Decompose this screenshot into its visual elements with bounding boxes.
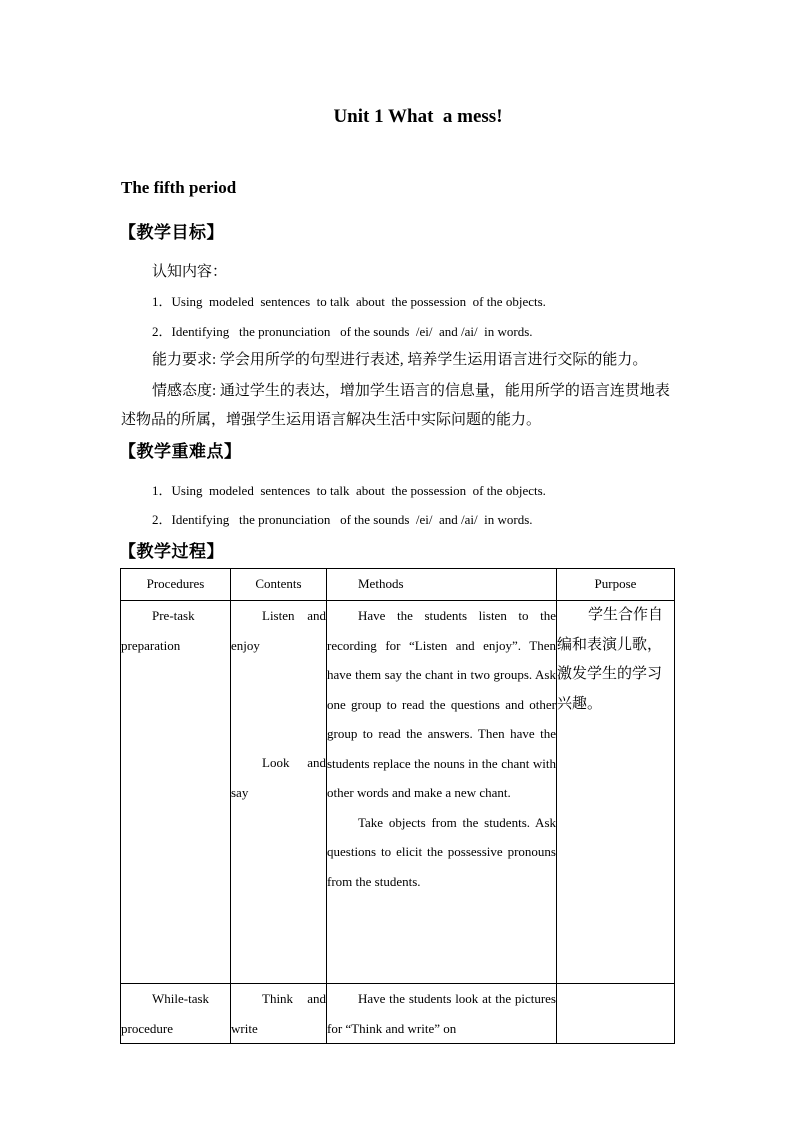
- method-paragraph: Have the students listen to the recording for “Listen and enjoy”. Then have them say the chant in two groups. Ask one group to read the questions and other group to read the answers. Then have the students replace the nouns in the chant with other words and make a new chant.: [327, 608, 556, 800]
- header-methods: Methods: [327, 569, 557, 601]
- method-paragraph: Have the students look at the pictures for “Think and write” on: [327, 991, 556, 1036]
- methods-cell: [327, 601, 557, 984]
- content-item: Listen and enjoy: [231, 608, 326, 653]
- goal-item-2: 2．Identifying the pronunciation of the sounds /ei/ and /ai/ in words.: [152, 324, 533, 339]
- methods-cell: [327, 984, 557, 1044]
- procedure-cell: [121, 984, 231, 1044]
- header-contents: Contents: [231, 569, 327, 601]
- period-heading: The fifth period: [121, 178, 237, 197]
- contents-cell: [231, 601, 327, 984]
- header-purpose: Purpose: [557, 569, 675, 601]
- table-row: [121, 984, 675, 1044]
- purpose-cell: [557, 984, 675, 1044]
- table-row: [121, 601, 675, 984]
- emotion-attitude: 情感态度: 通过学生的表达，增加学生语言的信息量，能用所学的语言连贯地表述物品的所属，增强学生运用语言解决生活中实际问题的能力。: [121, 383, 670, 428]
- purpose-cell: 学生合作自编和表演儿歌，激发学生的学习兴趣。: [557, 601, 675, 984]
- header-procedures: Procedures: [121, 569, 231, 601]
- goal-item-1: 1．Using modeled sentences to talk about the possession of the objects.: [152, 294, 546, 309]
- section-heading-key-points: 【教学重难点】: [119, 442, 242, 461]
- cognitive-label: 认知内容：: [152, 264, 228, 280]
- ability-requirement: 能力要求: 学会用所学的句型进行表述, 培养学生运用语言进行交际的能力。: [152, 352, 648, 368]
- document-title: Unit 1 What a mess!: [333, 106, 503, 127]
- procedure-text: While-task procedure: [121, 991, 210, 1036]
- section-heading-process: 【教学过程】: [119, 542, 224, 561]
- content-item: Think and write: [231, 991, 326, 1036]
- method-paragraph: Take objects from the students. Ask questions to elicit the possessive pronouns from the students.: [327, 814, 556, 889]
- procedure-table: [120, 568, 675, 1044]
- contents-cell: [231, 984, 327, 1044]
- key-item-1: 1．Using modeled sentences to talk about the possession of the objects.: [152, 483, 546, 498]
- section-heading-goals: 【教学目标】: [119, 223, 224, 242]
- key-item-2: 2．Identifying the pronunciation of the sounds /ei/ and /ai/ in words.: [152, 512, 533, 527]
- procedure-cell: Pre-task preparation: [121, 601, 231, 984]
- content-item: Look and say: [231, 755, 326, 800]
- table-header-row: [121, 569, 675, 601]
